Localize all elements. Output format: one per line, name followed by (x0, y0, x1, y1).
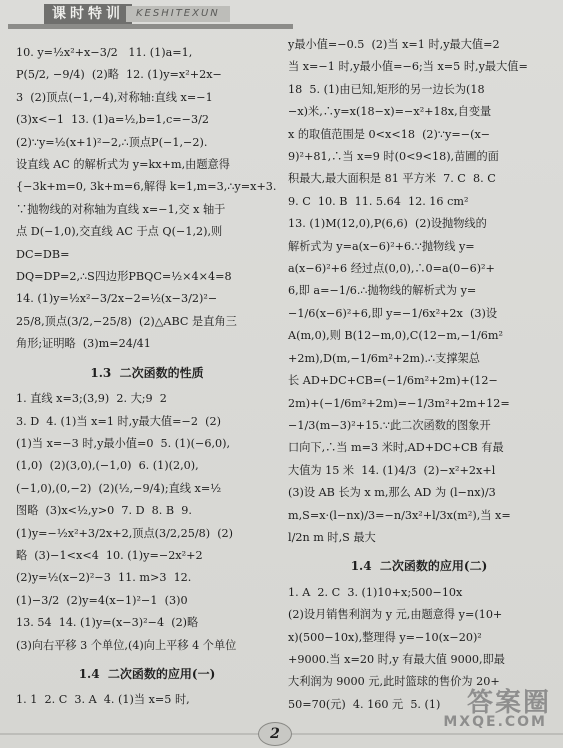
answer-line: 图略 (3)x<½,y>0 7. D 8. B 9. (16, 504, 192, 518)
page-header (0, 0, 563, 36)
answer-line: A(m,0),则 B(12−m,0),C(12−m,−1/6m² (288, 329, 503, 343)
answer-line: (1,0) (2)(3,0),(−1,0) 6. (1)(2,0), (16, 459, 199, 473)
answer-line: 积最大,最大面积是 81 平方米 7. C 8. C (288, 172, 496, 186)
answer-line: 3. D 4. (1)当 x=1 时,y最大值=−2 (2) (16, 414, 221, 428)
answer-line: 50=70(元) 4. 160 元 5. (1) (288, 697, 441, 711)
answer-line: (2)y=½(x−2)²−3 11. m>3 12. (16, 571, 192, 585)
left-column (16, 42, 278, 712)
answer-line: 口向下,∴当 m=3 米时,AD+DC+CB 有最 (288, 441, 504, 455)
right-column (288, 34, 550, 716)
section-title: 1.3 二次函数的性质 (90, 365, 204, 380)
answer-line: (1)当 x=−3 时,y最小值=0 5. (1)(−6,0), (16, 436, 231, 450)
answer-line: x 的取值范围是 0<x<18 (2)∵y=−(x− (288, 127, 491, 141)
answer-line: 角形;证明略 (3)m=24/41 (16, 337, 151, 351)
answer-line: 6,即 a=−1/6.∴抛物线的解析式为 y= (288, 284, 477, 298)
answer-line: y最小值=−0.5 (2)当 x=1 时,y最大值=2 (288, 38, 500, 51)
answer-line: (3)设 AB 长为 x m,那么 AD 为 (l−nx)/3 (288, 486, 496, 500)
answer-line: (3)向右平移 3 个单位,(4)向上平移 4 个单位 (16, 638, 237, 652)
watermark-text: 答案圈 (466, 688, 551, 718)
answer-line: 大利润为 9000 元,此时篮球的售价为 20+ (288, 675, 500, 689)
answer-line: 2m)+(−1/6m²+2m)=−1/3m²+2m+12= (288, 396, 510, 410)
answer-line: 解析式为 y=a(x−6)²+6.∵抛物线 y= (288, 239, 475, 253)
answer-line: 长 AD+DC+CB=(−1/6m²+2m)+(12− (288, 374, 498, 388)
answer-line: 18 5. (1)由已知,矩形的另一边长为(18 (288, 82, 485, 96)
answer-line: (−1,0),(0,−2) (2)(½,−9/4);直线 x=½ (16, 481, 222, 495)
answer-line: a(x−6)²+6 经过点(0,0),∴0=a(0−6)²+ (288, 262, 495, 276)
answer-line: 9. C 10. B 11. 5.64 12. 16 cm² (288, 194, 469, 208)
section-title: 1.4 二次函数的应用(一) (78, 666, 216, 681)
answer-line: 设直线 AC 的解析式为 y=kx+m,由题意得 (16, 158, 230, 172)
answer-line: (2)设月销售利润为 y 元,由题意得 y=(10+ (288, 608, 503, 622)
answer-line: −1/6(x−6)²+6,即 y=−1/6x²+2x (3)设 (288, 306, 498, 320)
answer-line: −1/3(m−3)²+15.∵此二次函数的图象开 (288, 418, 491, 432)
answer-line: 当 x=−1 时,y最小值=−6;当 x=5 时,y最大值= (288, 60, 528, 74)
watermark-logo (421, 682, 551, 740)
answer-line: DQ=DP=2,∴S四边形PBQC=½×4×4=8 (16, 270, 232, 284)
answer-line: 1. 直线 x=3;(3,9) 2. 大;9 2 (16, 392, 167, 406)
answer-line: 略 (3)−1<x<4 10. (1)y=−2x²+2 (16, 548, 203, 562)
answer-line: 9)²+81,∴当 x=9 时(0<9<18),苗圃的面 (288, 150, 499, 164)
answer-line: +9000.当 x=20 时,y 有最大值 9000,即最 (288, 652, 505, 666)
brand-label-en: KESHITEXUN (126, 6, 230, 22)
answer-line: 14. (1)y=½x²−3/2x−2=½(x−3/2)²− (16, 292, 218, 306)
answer-line: (1)−3/2 (2)y=4(x−1)²−1 (3)0 (16, 593, 188, 607)
answer-line: ∵抛物线的对称轴为直线 x=−1,交 x 轴于 (16, 202, 226, 216)
answer-line: (2)∵y=½(x+1)²−2,∴顶点P(−1,−2). (16, 135, 208, 149)
brand-label: 课时特训 (44, 4, 132, 24)
answer-line: 13. 54 14. (1)y=(x−3)²−4 (2)略 (16, 616, 199, 630)
answer-line: 点 D(−1,0),交直线 AC 于点 Q(−1,2),则 DC=DB= (16, 225, 226, 261)
answer-line: P(5/2, −9/4) (2)略 12. (1)y=x²+2x− (16, 68, 222, 82)
answer-line: (1)y=−½x²+3/2x+2,顶点(3/2,25/8) (2) (16, 526, 234, 540)
answer-line: {−3k+m=0, 3k+m=6,解得 k=1,m=3,∴y=x+3. (16, 180, 277, 194)
answer-line: 13. (1)M(12,0),P(6,6) (2)设抛物线的 (288, 217, 487, 231)
answer-line: 1. A 2. C 3. (1)10+x;500−10x (288, 585, 463, 599)
page-number: 2 (258, 722, 292, 746)
answer-line: 3 (2)顶点(−1,−4),对称轴:直线 x=−1 (16, 90, 213, 104)
section-title: 1.4 二次函数的应用(二) (350, 559, 488, 574)
header-rule (8, 24, 293, 29)
answer-line: 1. 1 2. C 3. A 4. (1)当 x=5 时, (16, 693, 190, 707)
answer-line: +2m),D(m,−1/6m²+2m).∴支撑架总 (288, 351, 480, 365)
answer-line: 10. y=½x²+x−3/2 11. (1)a=1, (16, 46, 193, 59)
answer-line: 25/8,顶点(3/2,−25/8) (2)△ABC 是直角三 (16, 314, 237, 328)
answer-line: m,S=x·(l−nx)/3=−n/3x²+l/3x(m²),当 x= (288, 508, 511, 522)
answer-line: 大值为 15 米 14. (1)4/3 (2)−x²+2x+l (288, 463, 496, 477)
answer-line: x)(500−10x),整理得 y=−10(x−20)² (288, 630, 482, 644)
answer-line: (3)x<−1 13. (1)a=½,b=1,c=−3/2 (16, 113, 210, 127)
watermark-url: MXQE.COM (443, 714, 547, 730)
answer-line: l/2n m 时,S 最大 (288, 530, 376, 544)
answer-line: −x)米,∴y=x(18−x)=−x²+18x,自变量 (288, 105, 492, 119)
